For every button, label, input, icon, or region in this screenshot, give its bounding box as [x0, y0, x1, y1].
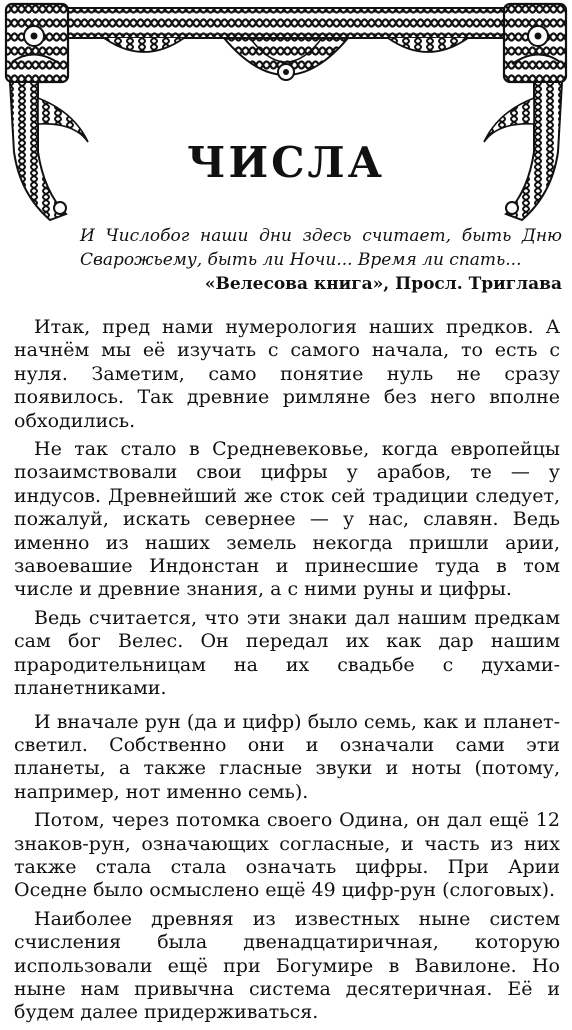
paragraph: И вначале рун (да и цифр) было семь, как и планет-светил. Собственно они и означали сами эти планеты, а также гласные звуки и ноты (потому, например, нот именно семь).	[14, 710, 560, 803]
paragraph: Итак, пред нами нумерология наших предков. А начнём мы её изучать с самого начала, то есть с нуля. Заметим, само понятие нуль не сразу появилось. Так древние римляне без него вполне обходились.	[14, 316, 560, 432]
paragraph: Ведь считается, что эти знаки дал нашим предкам сам бог Велес. Он передал их как дар нашим прародительницам на их свадьбе с духами-планетниками.	[14, 606, 560, 700]
paragraph: Потом, через потомка своего Одина, он дал ещё 12 знаков-рун, означающих согласные, и часть из них также стала стала означать цифры. При Арии Оседне было осмыслено ещё 49 цифр-рун (слоговых).	[14, 809, 560, 902]
ornamental-header-frame	[4, 2, 568, 224]
paragraph: Не так стало в Средневековье, когда европейцы позаимствовали свои цифры у арабов, те — у индусов. Древнейший же сток сей традиции следует, пожалуй, искать севернее — у нас, славян. Ведь именно из наших земель некогда пришли арии, завоевашие Индонстан и принесшие туда в том числе и древние знания, а с ними руны и цифры.	[14, 438, 560, 601]
paragraph: Наиболее древняя из известных ныне систем счисления была двенадцатиричная, которую использовали ещё при Богумире в Вавилоне. Но ныне нам привычна система десятеричная. Её и будем далее придерживаться.	[14, 907, 560, 1024]
chapter-title: ЧИСЛА	[187, 138, 385, 187]
chapter-body	[14, 316, 560, 1030]
epigraph-source: «Велесова книга», Просл. Триглава	[204, 274, 562, 294]
epigraph	[80, 224, 562, 296]
epigraph-quote: И Числобог наши дни здесь считает, быть Дню Сварожьему, быть ли Ночи... Время ли спать...	[80, 226, 562, 270]
